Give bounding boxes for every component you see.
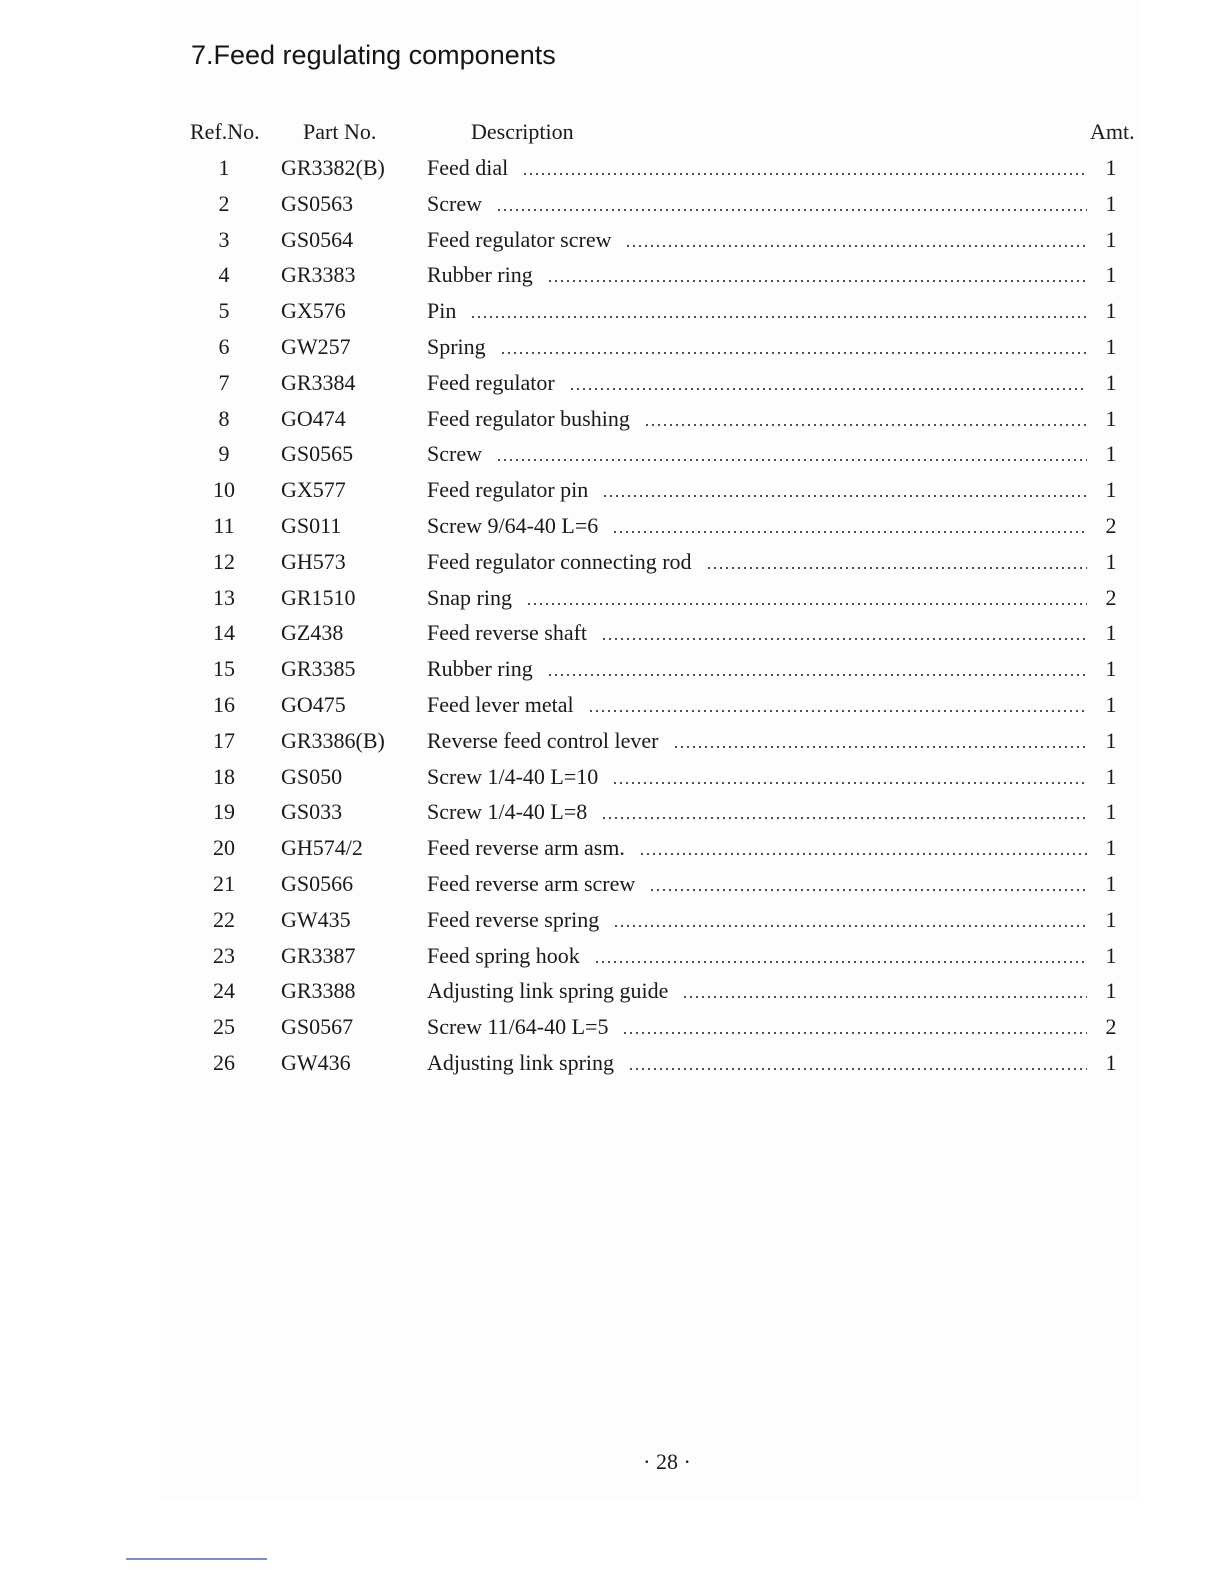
part-no-cell: GR3387 (281, 942, 356, 968)
amount-cell: 1 (1105, 656, 1117, 682)
dot-leader (522, 173, 1087, 175)
ref-no-cell: 9 (218, 441, 230, 467)
dot-leader (639, 853, 1087, 855)
part-no-cell: GX576 (281, 298, 346, 324)
description-text: Feed regulator bushing (427, 405, 630, 431)
part-no-cell: GS011 (281, 512, 342, 538)
ref-no-cell: 16 (213, 691, 235, 717)
table-row (0, 616, 1224, 652)
description-text: Feed regulator (427, 369, 555, 395)
description-cell (427, 585, 1087, 611)
description-text: Screw 1/4-40 L=8 (427, 799, 588, 825)
part-no-cell: GX577 (281, 477, 346, 503)
ref-no-cell: 7 (218, 369, 230, 395)
table-row (0, 760, 1224, 796)
description-cell (427, 978, 1087, 1004)
table-row (0, 724, 1224, 760)
table-row (0, 688, 1224, 724)
description-text: Feed spring hook (427, 942, 580, 968)
ref-no-cell: 24 (213, 978, 235, 1004)
part-no-cell: GR3382(B) (281, 155, 385, 180)
amount-cell: 2 (1105, 512, 1117, 538)
table-row (0, 1046, 1224, 1082)
description-cell (427, 799, 1087, 825)
description-text: Adjusting link spring (427, 1049, 615, 1075)
description-cell (427, 656, 1087, 682)
amount-cell: 2 (1105, 1014, 1117, 1040)
ref-no-cell: 6 (218, 333, 230, 359)
ref-no-cell: 4 (218, 262, 230, 288)
table-row (0, 939, 1224, 975)
description-cell (427, 728, 1087, 754)
description-text: Rubber ring (427, 656, 533, 682)
description-cell (427, 1050, 1087, 1076)
dot-leader (569, 388, 1087, 390)
part-no-cell: GO474 (281, 405, 346, 431)
description-text: Feed reverse shaft (427, 620, 588, 646)
amount-cell: 1 (1105, 190, 1117, 216)
part-no-cell: GS0563 (281, 190, 354, 216)
description-text: Screw (427, 190, 482, 216)
description-cell (427, 227, 1087, 253)
description-cell (427, 406, 1087, 432)
amount-cell: 1 (1105, 727, 1117, 753)
description-cell (427, 298, 1087, 324)
dot-leader (588, 710, 1087, 712)
ref-no-cell: 23 (213, 942, 235, 968)
description-text: Screw (427, 441, 482, 467)
description-text: Feed reverse arm asm. (427, 835, 625, 861)
table-row (0, 294, 1224, 330)
ref-no-cell: 22 (213, 906, 235, 932)
part-no-cell: GR3388 (281, 978, 356, 1004)
table-row (0, 652, 1224, 688)
part-no-cell: GS0564 (281, 226, 354, 252)
amount-cell: 1 (1105, 155, 1117, 180)
description-text: Feed lever metal (427, 691, 574, 717)
description-cell (427, 620, 1087, 646)
footer-rule (126, 1558, 267, 1560)
section-title: 7.Feed regulating components (191, 40, 556, 70)
ref-no-cell: 3 (218, 226, 230, 252)
amount-cell: 2 (1105, 584, 1117, 610)
page-number: · 28 · (643, 1449, 691, 1474)
description-text: Snap ring (427, 584, 512, 610)
table-row (0, 545, 1224, 581)
part-no-cell: GS0565 (281, 441, 354, 467)
dot-leader (644, 424, 1087, 426)
table-row (0, 509, 1224, 545)
part-no-cell: GW435 (281, 906, 351, 932)
description-cell (427, 871, 1087, 897)
ref-no-cell: 13 (213, 584, 235, 610)
dot-leader (496, 209, 1087, 211)
part-no-cell: GR3386(B) (281, 727, 385, 753)
amount-cell: 1 (1105, 906, 1117, 932)
ref-no-cell: 10 (213, 477, 235, 503)
dot-leader (496, 459, 1087, 461)
part-no-cell: GS0567 (281, 1014, 354, 1040)
description-cell (427, 692, 1087, 718)
dot-leader (526, 603, 1087, 605)
description-text: Pin (427, 298, 457, 324)
parts-list (0, 151, 1224, 1082)
amount-cell: 1 (1105, 298, 1117, 324)
description-text: Feed regulator screw (427, 226, 612, 252)
amount-cell: 1 (1105, 226, 1117, 252)
ref-no-cell: 20 (213, 835, 235, 861)
amount-cell: 1 (1105, 369, 1117, 395)
header-description: Description (471, 119, 574, 144)
amount-cell: 1 (1105, 763, 1117, 789)
ref-no-cell: 18 (213, 763, 235, 789)
amount-cell: 1 (1105, 942, 1117, 968)
part-no-cell: GW436 (281, 1049, 351, 1075)
dot-leader (612, 531, 1087, 533)
dot-leader (706, 567, 1087, 569)
description-cell (427, 513, 1087, 539)
part-no-cell: GH573 (281, 548, 346, 574)
table-row (0, 258, 1224, 294)
description-text: Adjusting link spring guide (427, 978, 669, 1004)
header-ref-no: Ref.No. (190, 119, 260, 144)
dot-leader (625, 245, 1087, 247)
ref-no-cell: 25 (213, 1014, 235, 1040)
ref-no-cell: 8 (218, 405, 230, 431)
ref-no-cell: 5 (218, 298, 230, 324)
dot-leader (601, 817, 1087, 819)
ref-no-cell: 17 (213, 727, 235, 753)
dot-leader (613, 925, 1087, 927)
amount-cell: 1 (1105, 441, 1117, 467)
table-row (0, 330, 1224, 366)
dot-leader (622, 1032, 1087, 1034)
part-no-cell: GH574/2 (281, 835, 363, 861)
dot-leader (601, 638, 1087, 640)
table-row (0, 437, 1224, 473)
description-text: Feed reverse spring (427, 906, 600, 932)
description-cell (427, 370, 1087, 396)
table-row (0, 366, 1224, 402)
header-part-no: Part No. (303, 119, 377, 144)
part-no-cell: GW257 (281, 333, 351, 359)
description-cell (427, 155, 1087, 181)
amount-cell: 1 (1105, 262, 1117, 288)
amount-cell: 1 (1105, 978, 1117, 1004)
description-text: Reverse feed control lever (427, 727, 659, 753)
ref-no-cell: 1 (218, 155, 230, 180)
amount-cell: 1 (1105, 870, 1117, 896)
description-cell (427, 907, 1087, 933)
ref-no-cell: 21 (213, 870, 235, 896)
table-row (0, 402, 1224, 438)
description-text: Spring (427, 333, 486, 359)
description-cell (427, 334, 1087, 360)
amount-cell: 1 (1105, 1049, 1117, 1075)
ref-no-cell: 2 (218, 190, 230, 216)
amount-cell: 1 (1105, 835, 1117, 861)
description-cell (427, 835, 1087, 861)
dot-leader (682, 996, 1087, 998)
table-row (0, 1010, 1224, 1046)
part-no-cell: GR1510 (281, 584, 356, 610)
table-row (0, 831, 1224, 867)
table-row (0, 223, 1224, 259)
amount-cell: 1 (1105, 548, 1117, 574)
description-cell (427, 441, 1087, 467)
ref-no-cell: 11 (213, 512, 235, 538)
description-cell (427, 764, 1087, 790)
dot-leader (547, 674, 1087, 676)
description-text: Screw 1/4-40 L=10 (427, 763, 599, 789)
dot-leader (628, 1068, 1087, 1070)
table-row (0, 473, 1224, 509)
ref-no-cell: 19 (213, 799, 235, 825)
description-text: Rubber ring (427, 262, 533, 288)
amount-cell: 1 (1105, 691, 1117, 717)
table-row (0, 187, 1224, 223)
part-no-cell: GZ438 (281, 620, 344, 646)
table-row (0, 151, 1224, 187)
dot-leader (470, 316, 1087, 318)
description-cell (427, 477, 1087, 503)
table-row (0, 867, 1224, 903)
part-no-cell: GO475 (281, 691, 346, 717)
table-row (0, 795, 1224, 831)
description-text: Screw 9/64-40 L=6 (427, 512, 599, 538)
amount-cell: 1 (1105, 405, 1117, 431)
amount-cell: 1 (1105, 477, 1117, 503)
description-cell (427, 191, 1087, 217)
part-no-cell: GS050 (281, 763, 343, 789)
dot-leader (500, 352, 1087, 354)
description-text: Screw 11/64-40 L=5 (427, 1014, 609, 1040)
description-text: Feed dial (427, 155, 509, 180)
description-cell (427, 262, 1087, 288)
dot-leader (594, 961, 1087, 963)
part-no-cell: GR3383 (281, 262, 356, 288)
table-row (0, 581, 1224, 617)
amount-cell: 1 (1105, 333, 1117, 359)
ref-no-cell: 26 (213, 1049, 235, 1075)
description-cell (427, 1014, 1087, 1040)
amount-cell: 1 (1105, 799, 1117, 825)
table-row (0, 974, 1224, 1010)
dot-leader (602, 495, 1087, 497)
part-no-cell: GR3385 (281, 656, 356, 682)
dot-leader (649, 889, 1087, 891)
ref-no-cell: 12 (213, 548, 235, 574)
part-no-cell: GR3384 (281, 369, 356, 395)
dot-leader (673, 746, 1088, 748)
dot-leader (612, 782, 1087, 784)
amount-cell: 1 (1105, 620, 1117, 646)
description-text: Feed reverse arm screw (427, 870, 636, 896)
description-text: Feed regulator pin (427, 477, 589, 503)
header-amount: Amt. (1090, 119, 1135, 144)
part-no-cell: GS033 (281, 799, 343, 825)
ref-no-cell: 15 (213, 656, 235, 682)
ref-no-cell: 14 (213, 620, 235, 646)
description-text: Feed regulator connecting rod (427, 548, 692, 574)
table-row (0, 903, 1224, 939)
part-no-cell: GS0566 (281, 870, 354, 896)
dot-leader (547, 280, 1087, 282)
description-cell (427, 549, 1087, 575)
description-cell (427, 943, 1087, 969)
